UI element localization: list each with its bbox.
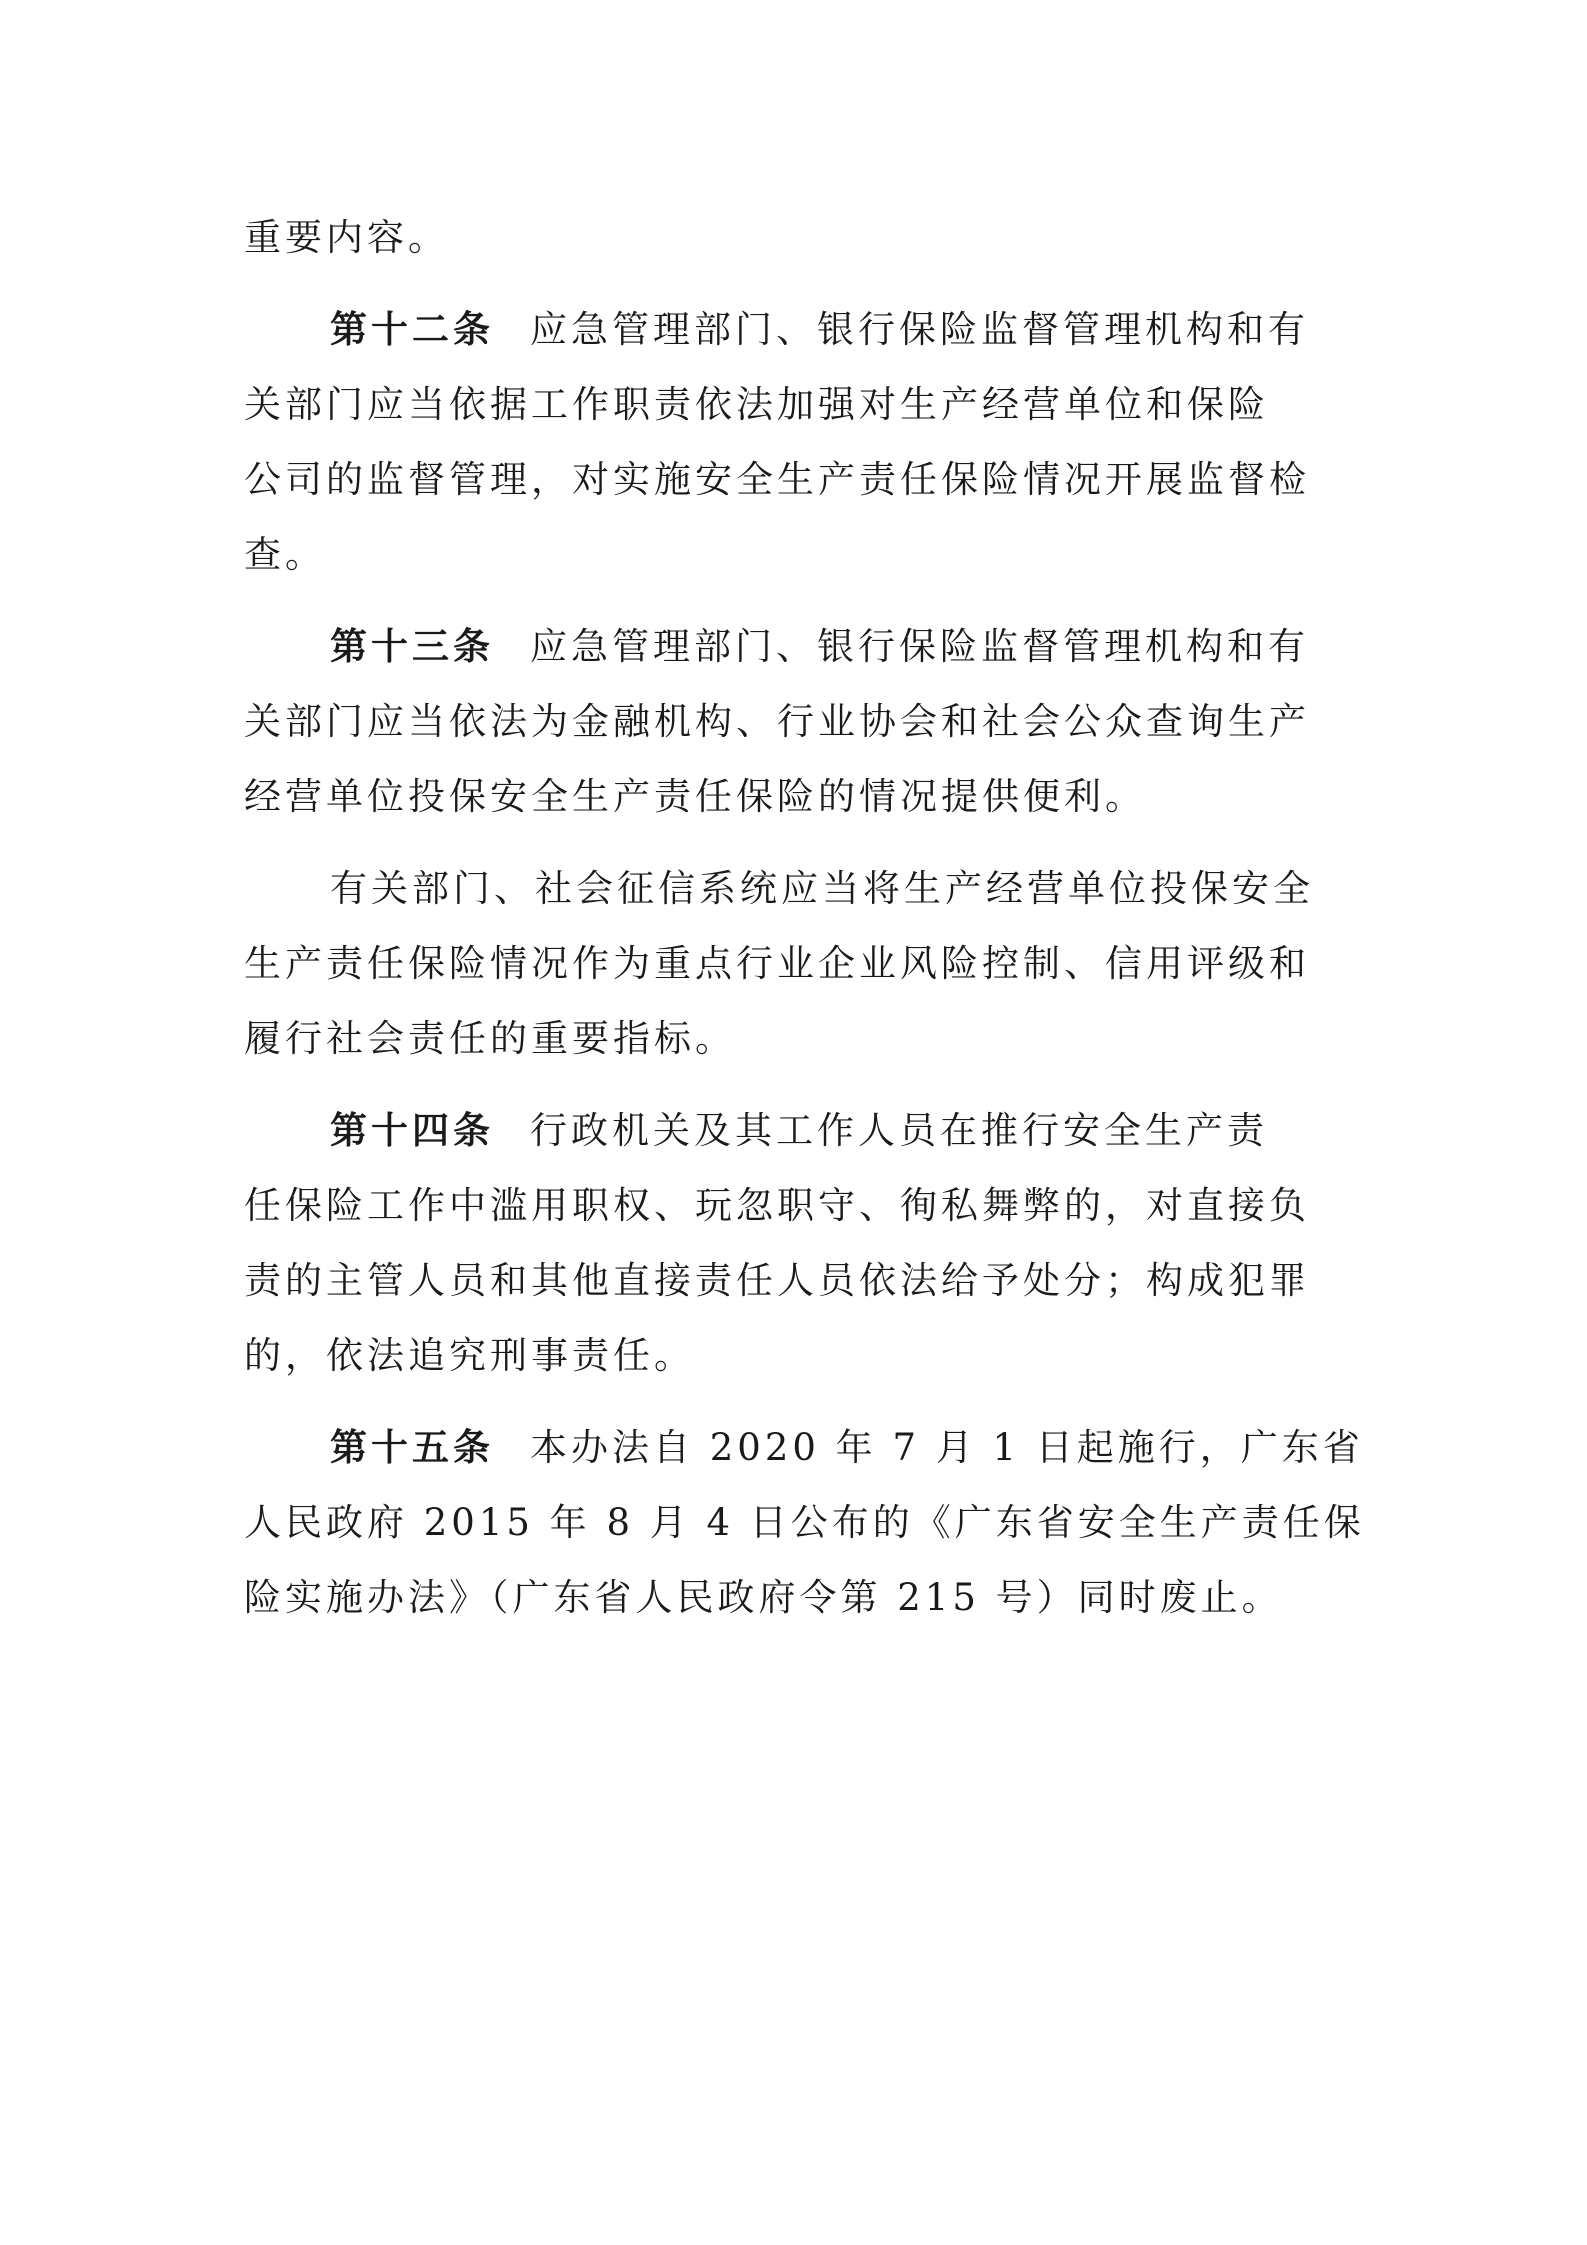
article-number: 第十二条 [330,307,494,351]
article-12 [244,292,1354,592]
text-line: 公司的监督管理，对实施安全生产责任保险情况开展监督检 [244,458,1310,501]
text-line: 责的主管人员和其他直接责任人员依法给予处分；构成犯罪 [244,1259,1310,1302]
text-line: 险实施办法》（广东省人民政府令第 215 号）同时废止。 [244,1576,1283,1619]
text-line: 生产责任保险情况作为重点行业企业风险控制、信用评级和 [244,942,1310,985]
article-text: 应急管理部门、银行保险监督管理机构和有 [530,308,1309,351]
paragraph [244,851,1354,1076]
text-line: 履行社会责任的重要指标。 [244,1017,736,1060]
text-line: 重要内容。 [244,216,449,259]
article-text: 行政机关及其工作人员在推行安全生产责 [530,1109,1268,1152]
text-line: 人民政府 2015 年 8 月 4 日公布的《广东省安全生产责任保 [244,1501,1365,1544]
text-line: 有关部门、社会征信系统应当将生产经营单位投保安全 [330,867,1314,910]
text-line: 关部门应当依据工作职责依法加强对生产经营单位和保险 [244,383,1269,426]
text-line [244,1410,1364,1485]
article-14 [244,1093,1354,1393]
article-13 [244,609,1354,834]
document-body [244,200,1365,1635]
article-number: 第十三条 [330,624,494,668]
article-text: 应急管理部门、银行保险监督管理机构和有 [530,625,1309,668]
text-line [244,609,1354,684]
text-line [244,292,1354,367]
paragraph [244,200,1354,275]
article-number: 第十五条 [330,1425,494,1469]
article-text: 本办法自 2020 年 7 月 1 日起施行，广东省 [530,1426,1364,1469]
article-15 [244,1410,1365,1635]
text-line: 查。 [244,533,326,576]
text-line: 的，依法追究刑事责任。 [244,1334,695,1377]
article-number: 第十四条 [330,1108,494,1152]
text-line [244,1093,1354,1168]
text-line: 任保险工作中滥用职权、玩忽职守、徇私舞弊的，对直接负 [244,1184,1310,1227]
text-line: 关部门应当依法为金融机构、行业协会和社会公众查询生产 [244,700,1310,743]
text-line: 经营单位投保安全生产责任保险的情况提供便利。 [244,775,1146,818]
